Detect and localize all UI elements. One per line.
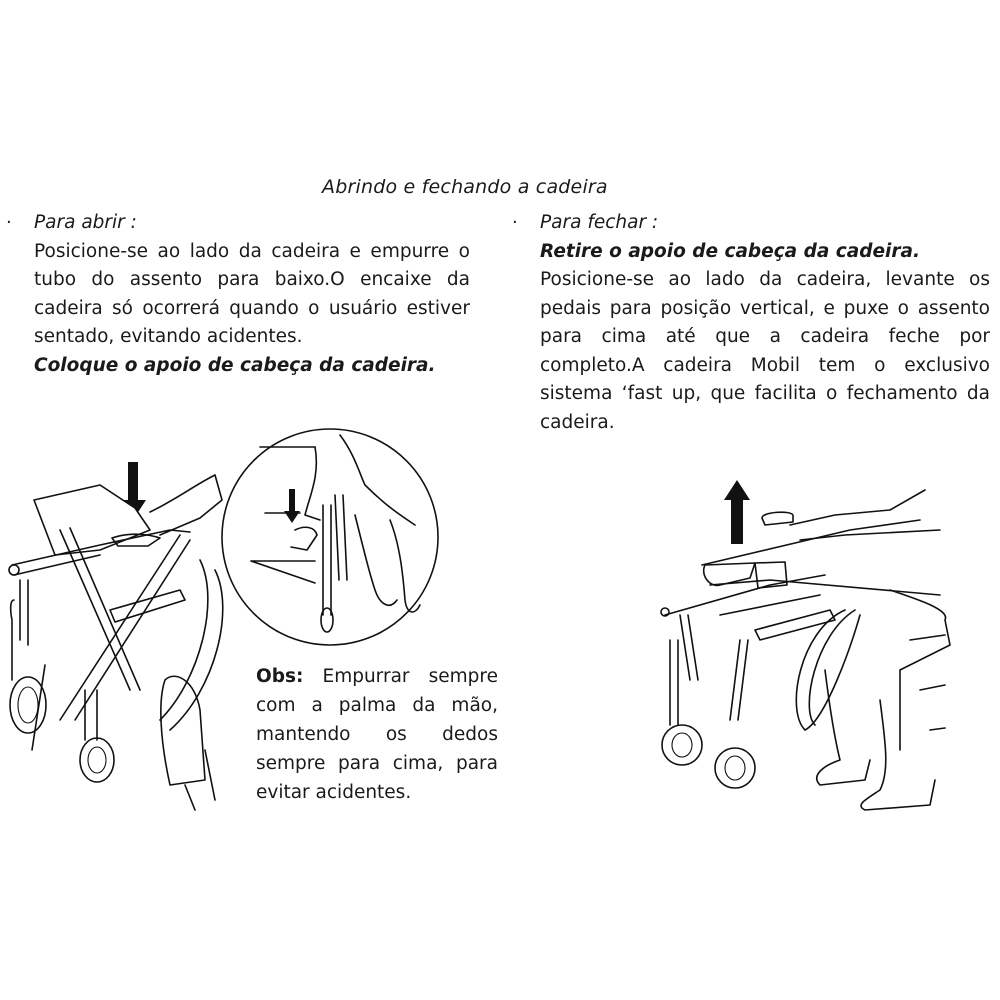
close-emphasis: Retire o apoio de cabeça da cadeira. <box>540 240 920 262</box>
hand-position-detail-illustration <box>215 415 445 665</box>
close-heading: Para fechar : <box>540 212 659 233</box>
close-instructions <box>512 209 990 437</box>
note-text: Empurrar sempre com a palma da mão, mantendo os dedos sempre para cima, para evitar acidentes. <box>256 666 498 803</box>
up-arrow-icon <box>724 480 750 544</box>
opening-wheelchair-illustration <box>0 440 240 810</box>
close-body: Posicione-se ao lado da cadeira, levante os pedais para posição vertical, e puxe o assento para cima até que a cadeira feche por completo.A cadeira Mobil tem o exclusivo sistema ‘fast up, que facilita o fechamento da cadeira. <box>540 269 990 433</box>
open-heading: Para abrir : <box>34 212 137 233</box>
bullet-marker: · <box>6 212 12 233</box>
note-label: Obs: <box>256 666 304 687</box>
closing-wheelchair-illustration <box>650 470 1000 820</box>
bullet-marker: · <box>512 212 518 233</box>
page-title: Abrindo e fechando a cadeira <box>322 176 608 198</box>
safety-note <box>256 662 498 807</box>
open-emphasis: Coloque o apoio de cabeça da cadeira. <box>34 354 436 376</box>
down-arrow-icon <box>284 489 300 523</box>
open-body: Posicione-se ao lado da cadeira e empurre o tubo do assento para baixo.O encaixe da cadeira só ocorrerá quando o usuário estiver sentado, evitando acidentes. <box>34 240 470 347</box>
open-instructions <box>6 209 470 380</box>
